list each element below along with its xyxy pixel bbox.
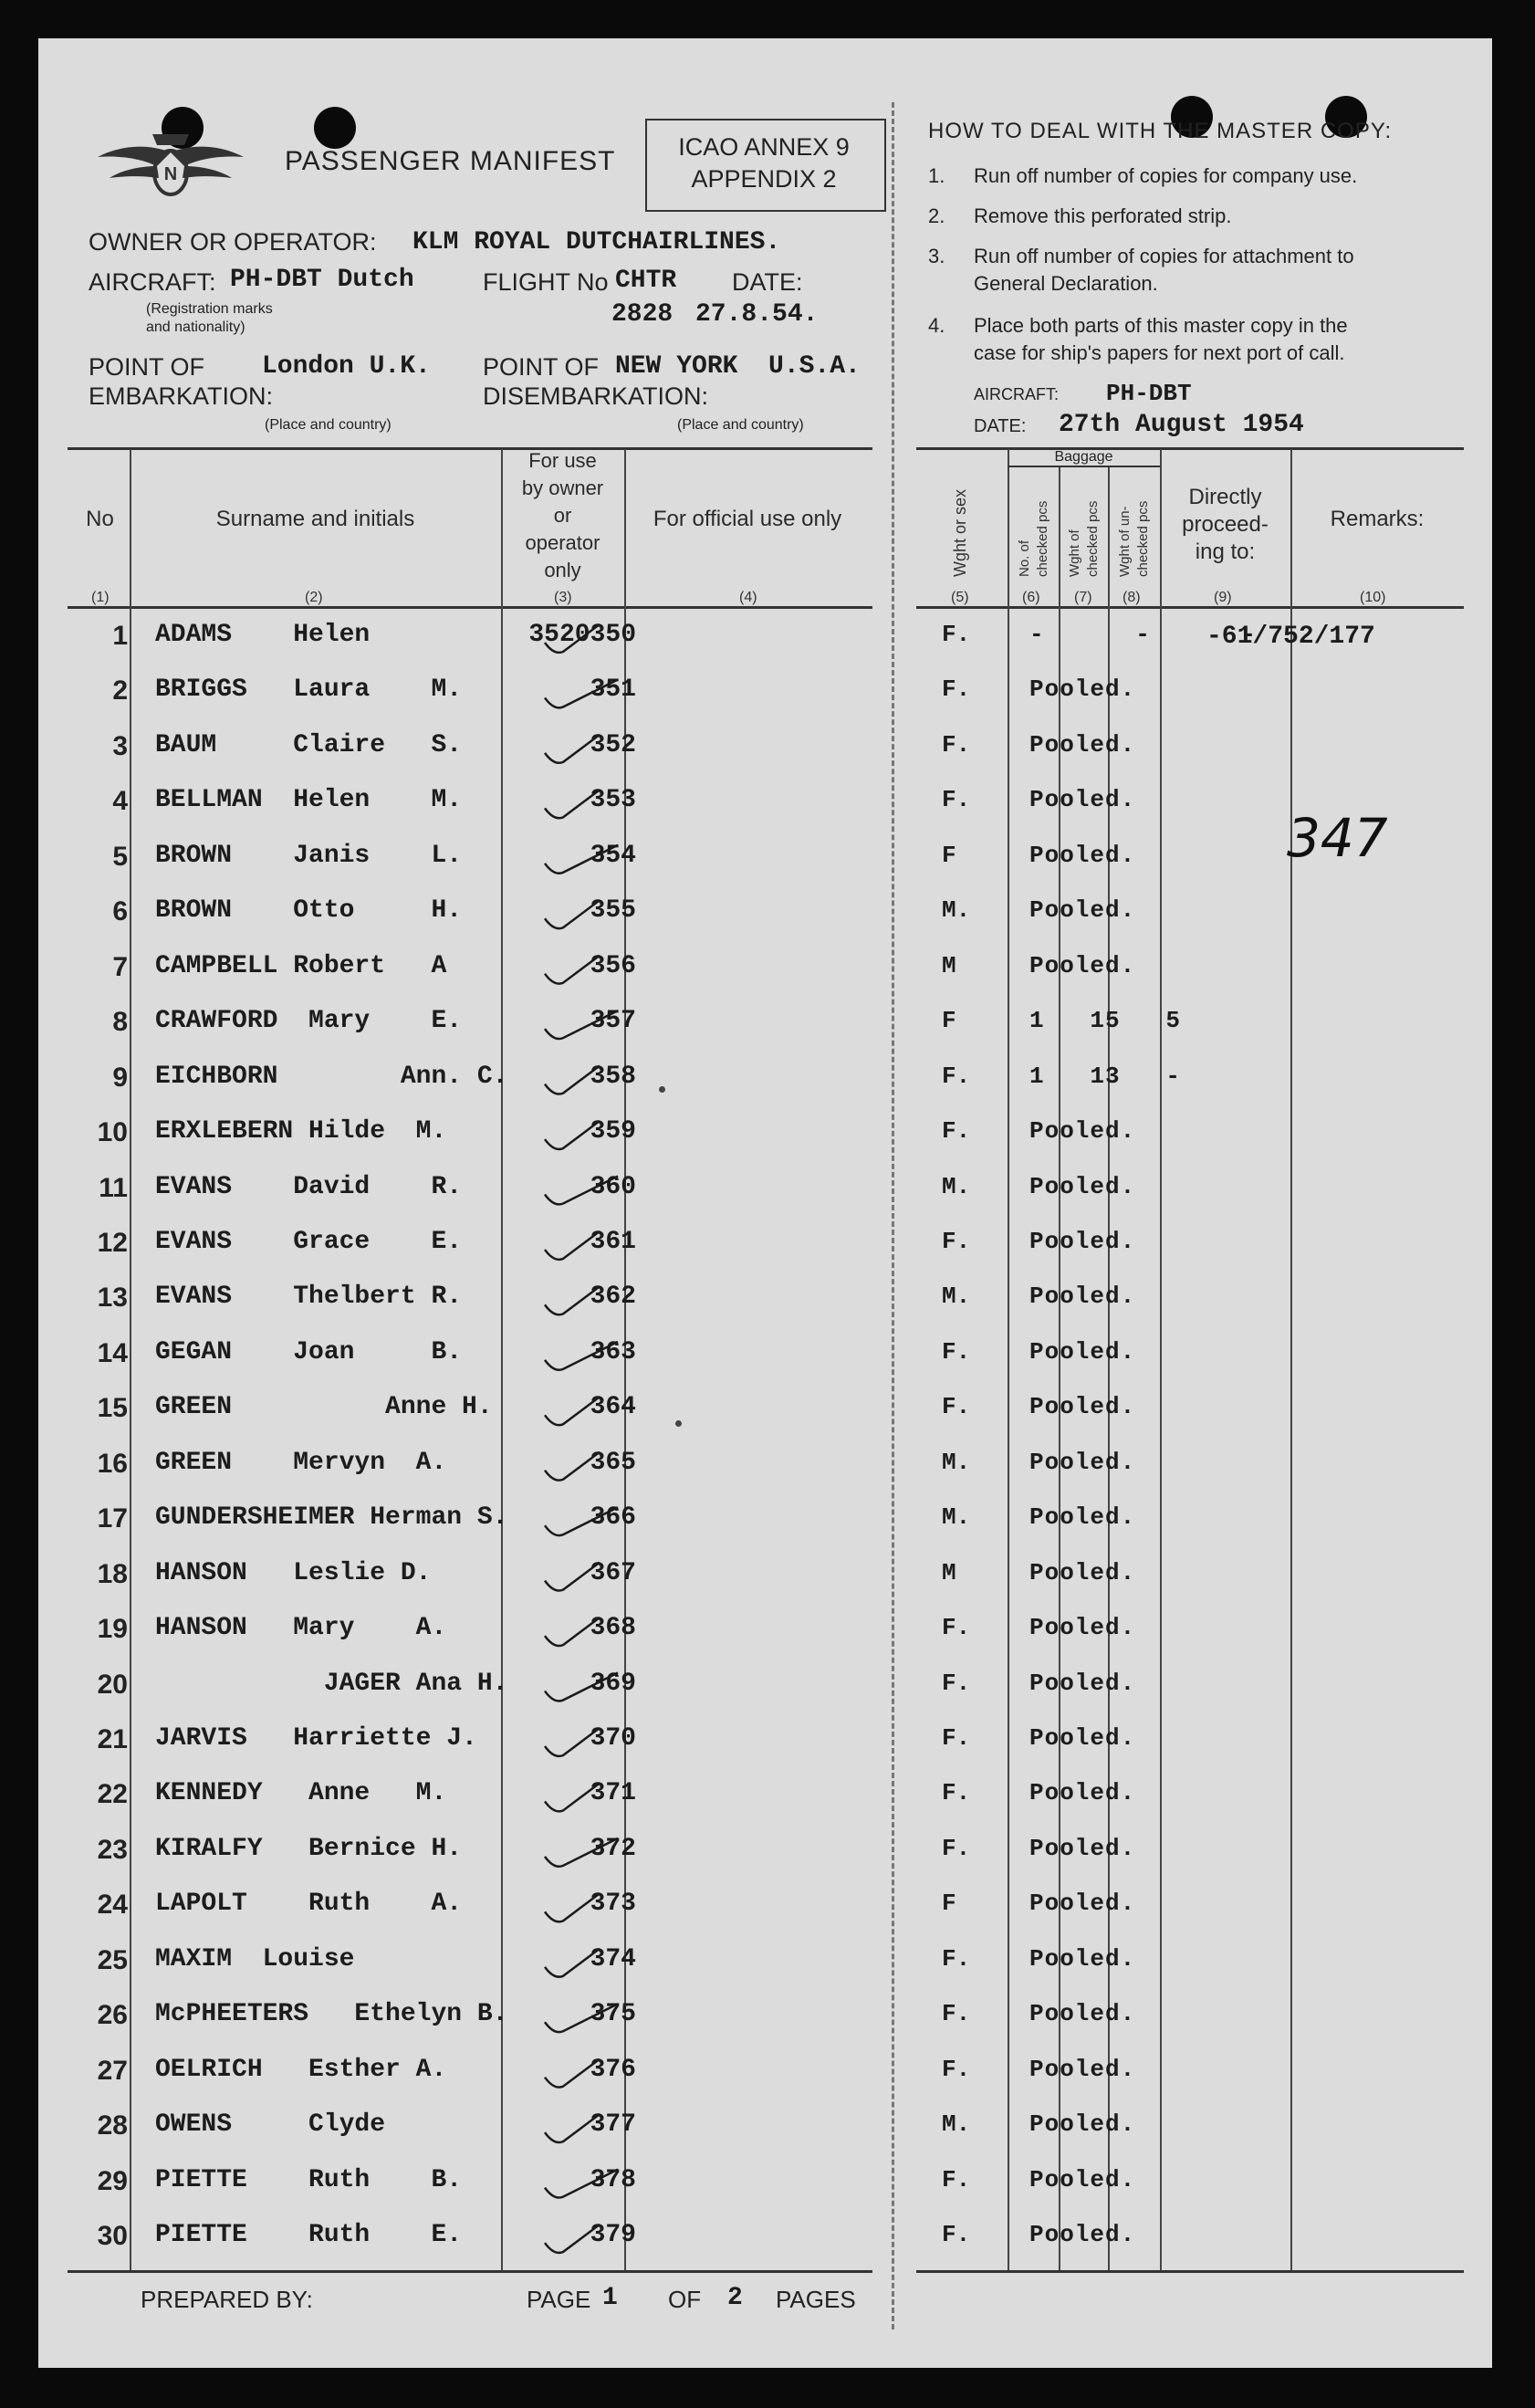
instruction-num: 3. [928, 245, 945, 267]
instructions-title: HOW TO DEAL WITH THE MASTER COPY: [928, 119, 1393, 143]
passenger-sex: F. [942, 1945, 971, 1973]
check-mark [545, 1838, 618, 1867]
baggage-info: Pooled. [1029, 896, 1136, 924]
passenger-sex: F. [942, 1614, 971, 1641]
aircraft-value: PH-DBT Dutch [230, 266, 414, 294]
flight-value: 2828 [611, 300, 674, 329]
baggage-info: Pooled. [1029, 1117, 1136, 1145]
baggage-info: - - - [1029, 621, 1258, 648]
instruction-text: Run off number of copies for company use. [974, 164, 1358, 187]
check-mark [545, 1286, 600, 1314]
baggage-info: Pooled. [1029, 786, 1136, 813]
row-number: 28 [97, 2110, 128, 2141]
manifest-number: 374 [590, 1945, 636, 1974]
baggage-info: Pooled. [1029, 2056, 1136, 2083]
passenger-name: PIETTE Ruth B. [155, 2166, 463, 2194]
baggage-info: Pooled. [1029, 842, 1136, 869]
col-directly-line: Directly [1188, 485, 1262, 509]
row-number: 2 [112, 675, 128, 706]
passenger-sex: F [942, 842, 956, 869]
right-aircraft-label: AIRCRAFT: [974, 385, 1060, 403]
prepared-by-label: PREPARED BY: [141, 2286, 313, 2313]
col-owner-line: by owner [521, 476, 604, 499]
check-mark [545, 900, 600, 928]
manifest-number: 359 [590, 1117, 636, 1146]
manifest-number: 355 [590, 896, 636, 925]
passenger-name: HANSON Leslie D. [155, 1559, 432, 1587]
manifest-number: 362 [590, 1283, 636, 1311]
check-mark [545, 1066, 600, 1094]
icao-appendix: APPENDIX 2 [691, 165, 837, 193]
passenger-sex: F. [942, 1393, 971, 1420]
page-number: 1 [602, 2284, 618, 2312]
passenger-sex: M. [942, 1503, 971, 1531]
disembark-label: DISEMBARKATION: [483, 382, 709, 410]
baggage-info: Pooled. [1029, 1173, 1136, 1200]
passenger-name: GUNDERSHEIMER Herman S. [155, 1503, 508, 1532]
passenger-sex: F. [942, 1835, 971, 1862]
manifest-number: 377 [590, 2110, 636, 2139]
manifest-number: 358 [590, 1063, 636, 1091]
aircraft-note: and nationality) [146, 319, 245, 335]
date-value: 27.8.54. [695, 300, 819, 329]
handwritten-number: 347 [1287, 807, 1388, 869]
manifest-number: 364 [590, 1393, 636, 1421]
row-number: 25 [97, 1945, 128, 1975]
manifest-number: 352 [590, 731, 636, 759]
baggage-info: Pooled. [1029, 2166, 1136, 2193]
embark-value: London U.K. [262, 352, 431, 381]
col-checked-pcs-header: checked pcs [1035, 500, 1050, 577]
check-mark [545, 1121, 600, 1149]
col-weight-unchecked-header: Wght of un- [1117, 506, 1133, 577]
col-index: (7) [1074, 590, 1092, 605]
baggage-info: Pooled. [1029, 1835, 1136, 1862]
col-weight-sex-header: Wght or sex [951, 488, 969, 577]
check-mark [545, 1231, 600, 1260]
manifest-number: 368 [590, 1614, 636, 1642]
embark-note: (Place and country) [265, 417, 392, 433]
col-checked-pcs-header: No. of [1017, 539, 1032, 577]
col-index: (9) [1214, 590, 1232, 605]
row-number: 27 [97, 2056, 128, 2086]
svg-text:N: N [163, 164, 178, 184]
check-mark [545, 2225, 600, 2253]
row-number: 5 [112, 842, 128, 872]
baggage-info: Pooled. [1029, 1503, 1136, 1531]
passenger-name: HANSON Mary A. [155, 1614, 447, 1642]
passenger-sex: F. [942, 731, 971, 759]
row-number: 26 [97, 2000, 128, 2030]
row-number: 29 [97, 2166, 128, 2196]
passenger-sex: F. [942, 2000, 971, 2027]
manifest-number: 367 [590, 1559, 636, 1587]
col-index: (10) [1360, 590, 1386, 605]
row-number: 1 [112, 621, 128, 651]
col-weight-checked-header: Wght of [1067, 529, 1082, 577]
passenger-sex: M. [942, 1283, 971, 1310]
instruction-text: General Declaration. [974, 272, 1158, 295]
check-mark [545, 1452, 600, 1481]
manifest-number: 379 [590, 2221, 636, 2249]
manifest-number: 353 [590, 786, 636, 814]
manifest-number: 363 [590, 1338, 636, 1366]
right-date-value: 27th August 1954 [1059, 411, 1304, 439]
manifest-number: 365 [590, 1449, 636, 1477]
baggage-info: Pooled. [1029, 2000, 1136, 2027]
passenger-name: EVANS David R. [155, 1173, 463, 1201]
manifest-number: 356 [590, 952, 636, 980]
instruction-text: Place both parts of this master copy in the [974, 314, 1348, 337]
row-number: 22 [97, 1779, 128, 1809]
passenger-name: ADAMS Helen [155, 621, 371, 649]
baggage-info: Pooled. [1029, 675, 1136, 703]
row-number: 24 [97, 1890, 128, 1920]
check-mark [545, 1342, 618, 1370]
passenger-sex: F. [942, 1338, 971, 1366]
col-remarks-header: Remarks: [1330, 507, 1425, 531]
instruction-num: 1. [928, 164, 945, 187]
check-mark [545, 1618, 600, 1646]
row-number: 7 [112, 952, 128, 982]
page-label: PAGE [527, 2286, 591, 2313]
passenger-sex: M. [942, 1449, 971, 1476]
col-surname-header: Surname and initials [215, 507, 415, 531]
row-number: 12 [97, 1228, 128, 1258]
page-total: 2 [727, 2284, 743, 2312]
passenger-sex: F. [942, 1117, 971, 1145]
manifest-number: 378 [590, 2166, 636, 2194]
check-mark [545, 2114, 600, 2142]
check-mark [545, 1893, 600, 1921]
passenger-name: OWENS Clyde [155, 2110, 386, 2139]
passenger-name: GREEN Mervyn A. [155, 1449, 447, 1477]
passenger-name: JAGER Ana H. [155, 1670, 508, 1698]
embark-label: POINT OF [89, 353, 205, 381]
row-number: 3 [112, 731, 128, 761]
instruction-text: Run off number of copies for attachment to [974, 245, 1354, 267]
col-index: (2) [305, 590, 323, 605]
baggage-info: Pooled. [1029, 2110, 1136, 2138]
passenger-sex: M. [942, 896, 971, 924]
passenger-sex: F. [942, 2056, 971, 2083]
passenger-name: ERXLEBERN Hilde M. [155, 1117, 447, 1146]
manifest-number: 371 [590, 1779, 636, 1807]
row-number: 6 [112, 896, 128, 927]
baggage-info: Pooled. [1029, 952, 1136, 979]
stray-mark [659, 1086, 665, 1093]
row-number: 18 [97, 1559, 128, 1589]
passenger-sex: M. [942, 2110, 971, 2138]
col-index: (3) [554, 590, 572, 605]
check-mark [545, 2170, 618, 2198]
manifest-number: 351 [590, 675, 636, 704]
passenger-name: EICHBORN Ann. C. [155, 1063, 508, 1091]
row-number: 8 [112, 1007, 128, 1037]
flight-label: FLIGHT No [483, 268, 609, 296]
row-number: 15 [97, 1393, 128, 1423]
col-index: (5) [951, 590, 969, 605]
col-directly-line: ing to: [1195, 539, 1256, 564]
row-number: 16 [97, 1449, 128, 1479]
check-mark [545, 1728, 600, 1756]
baggage-info: Pooled. [1029, 1338, 1136, 1366]
of-label: OF [668, 2286, 702, 2313]
passenger-name: McPHEETERS Ethelyn B. [155, 2000, 508, 2028]
manifest-number: 361 [590, 1228, 636, 1256]
manifest-number: 354 [590, 842, 636, 870]
stray-mark [675, 1420, 682, 1427]
baggage-info: Pooled. [1029, 1945, 1136, 1973]
passenger-name: BELLMAN Helen M. [155, 786, 463, 814]
manifest-number: 360 [590, 1173, 636, 1201]
passenger-sex: F. [942, 1063, 971, 1090]
row-number: 4 [112, 786, 128, 816]
col-index: (6) [1022, 590, 1040, 605]
check-mark [545, 790, 600, 818]
manifest-number: 366 [590, 1503, 636, 1532]
disembark-value: NEW YORK U.S.A. [615, 352, 861, 381]
embark-label: EMBARKATION: [89, 382, 274, 410]
manifest-title: PASSENGER MANIFEST [285, 146, 616, 176]
row-number: 13 [97, 1283, 128, 1313]
row-number: 9 [112, 1063, 128, 1093]
baggage-info: Pooled. [1029, 1449, 1136, 1476]
passenger-name: CRAWFORD Mary E. [155, 1007, 463, 1035]
check-mark [545, 1673, 618, 1701]
manifest-number: 369 [590, 1670, 636, 1698]
baggage-info: 1 15 5 [1029, 1007, 1182, 1034]
instruction-text: Remove this perforated strip. [974, 204, 1232, 227]
passenger-sex: F. [942, 2166, 971, 2193]
passenger-sex: F. [942, 1724, 971, 1752]
passenger-sex: F. [942, 786, 971, 813]
passenger-name: MAXIM Louise [155, 1945, 355, 1974]
instruction-text: case for ship's papers for next port of call. [974, 341, 1345, 364]
passenger-sex: M [942, 952, 956, 979]
baggage-info: Pooled. [1029, 2221, 1136, 2248]
manifest-number: 372 [590, 1835, 636, 1863]
check-mark [545, 735, 600, 763]
passenger-sex: F. [942, 621, 971, 648]
passenger-name: EVANS Thelbert R. [155, 1283, 463, 1311]
check-mark [545, 1397, 600, 1425]
baggage-info: Pooled. [1029, 1559, 1136, 1586]
passenger-name: BROWN Otto H. [155, 896, 463, 925]
disembark-label: POINT OF [483, 353, 600, 381]
aircraft-label: AIRCRAFT: [89, 268, 216, 296]
baggage-info: Pooled. [1029, 1779, 1136, 1806]
passenger-name: BROWN Janis L. [155, 842, 463, 870]
check-marks [38, 38, 1492, 2368]
check-mark [545, 1783, 600, 1811]
passenger-name: BRIGGS Laura M. [155, 675, 463, 704]
row1-destination-note: -61/752/177 [1206, 623, 1375, 651]
baggage-info: Pooled. [1029, 1724, 1136, 1752]
instruction-num: 4. [928, 314, 945, 337]
check-mark [545, 956, 600, 984]
col-owner-line: or [553, 504, 572, 527]
col-baggage-header: Baggage [1054, 449, 1113, 465]
right-aircraft-value: PH-DBT [1106, 380, 1192, 407]
baggage-info: Pooled. [1029, 1283, 1136, 1310]
check-mark [545, 2059, 600, 2088]
passenger-name: LAPOLT Ruth A. [155, 1890, 463, 1918]
passenger-sex: F. [942, 1779, 971, 1806]
manifest-number: 3520350 [528, 621, 636, 649]
check-mark [545, 624, 600, 653]
col-index: (8) [1123, 590, 1141, 605]
passenger-sex: F. [942, 1670, 971, 1697]
baggage-info: Pooled. [1029, 1670, 1136, 1697]
manifest-number: 373 [590, 1890, 636, 1918]
col-owner-line: only [544, 559, 581, 581]
check-mark [545, 1507, 618, 1535]
passenger-name: PIETTE Ruth E. [155, 2221, 463, 2249]
baggage-info: Pooled. [1029, 1890, 1136, 1917]
row-number: 21 [97, 1724, 128, 1754]
aircraft-note: (Registration marks [146, 301, 273, 317]
row-number: 17 [97, 1503, 128, 1534]
owner-label: OWNER OR OPERATOR: [89, 228, 377, 256]
date-label: DATE: [732, 268, 803, 296]
passenger-name: JARVIS Harriette J. [155, 1724, 477, 1753]
check-mark [545, 1563, 600, 1591]
passenger-name: EVANS Grace E. [155, 1228, 463, 1256]
passenger-sex: F [942, 1890, 956, 1917]
instruction-num: 2. [928, 204, 945, 227]
passenger-name: OELRICH Esther A. [155, 2056, 447, 2084]
check-mark [545, 845, 618, 874]
passenger-sex: F. [942, 675, 971, 703]
baggage-info: Pooled. [1029, 1393, 1136, 1420]
row-number: 20 [97, 1670, 128, 1700]
passenger-sex: F. [942, 1228, 971, 1255]
col-index: (1) [91, 590, 110, 605]
row-number: 23 [97, 1835, 128, 1865]
manifest-number: 357 [590, 1007, 636, 1035]
baggage-info: Pooled. [1029, 1614, 1136, 1641]
manifest-number: 370 [590, 1724, 636, 1753]
passenger-sex: M. [942, 1173, 971, 1200]
passenger-sex: F [942, 1007, 956, 1034]
col-weight-unchecked-header: checked pcs [1135, 500, 1151, 577]
check-mark [545, 1949, 600, 1977]
manifest-number: 375 [590, 2000, 636, 2028]
passenger-name: GEGAN Joan B. [155, 1338, 463, 1366]
manifest-number: 376 [590, 2056, 636, 2084]
col-owner-line: operator [525, 531, 600, 554]
passenger-sex: F. [942, 2221, 971, 2248]
check-mark [545, 2004, 618, 2032]
col-directly-line: proceed- [1182, 512, 1269, 537]
baggage-info: Pooled. [1029, 731, 1136, 759]
icao-annex: ICAO ANNEX 9 [678, 133, 850, 161]
col-index: (4) [739, 590, 757, 605]
flight-value: CHTR [615, 267, 677, 295]
passenger-name: BAUM Claire S. [155, 731, 463, 759]
row-number: 14 [97, 1338, 128, 1368]
passenger-name: KIRALFY Bernice H. [155, 1835, 463, 1863]
disembark-note: (Place and country) [677, 417, 804, 433]
check-mark [545, 1010, 618, 1039]
row-number: 30 [97, 2221, 128, 2251]
check-mark [545, 1177, 618, 1205]
passenger-name: CAMPBELL Robert A [155, 952, 447, 980]
passenger-sex: M [942, 1559, 956, 1586]
owner-value: KLM ROYAL DUTCHAIRLINES. [412, 228, 781, 257]
right-date-label: DATE: [974, 416, 1027, 436]
baggage-info: Pooled. [1029, 1228, 1136, 1255]
col-no-header: No [86, 507, 114, 531]
check-mark [545, 679, 618, 707]
manifest-sheet [38, 38, 1492, 2368]
col-official-header: For official use only [653, 507, 842, 531]
row-number: 11 [99, 1173, 128, 1203]
row-number: 19 [97, 1614, 128, 1644]
baggage-info: 1 13 - [1029, 1063, 1182, 1090]
col-weight-checked-header: checked pcs [1085, 500, 1101, 577]
passenger-name: KENNEDY Anne M. [155, 1779, 447, 1807]
passenger-name: GREEN Anne H. [155, 1393, 493, 1421]
row-number: 10 [97, 1117, 128, 1147]
col-owner-line: For use [528, 449, 597, 472]
pages-label: PAGES [776, 2286, 856, 2313]
